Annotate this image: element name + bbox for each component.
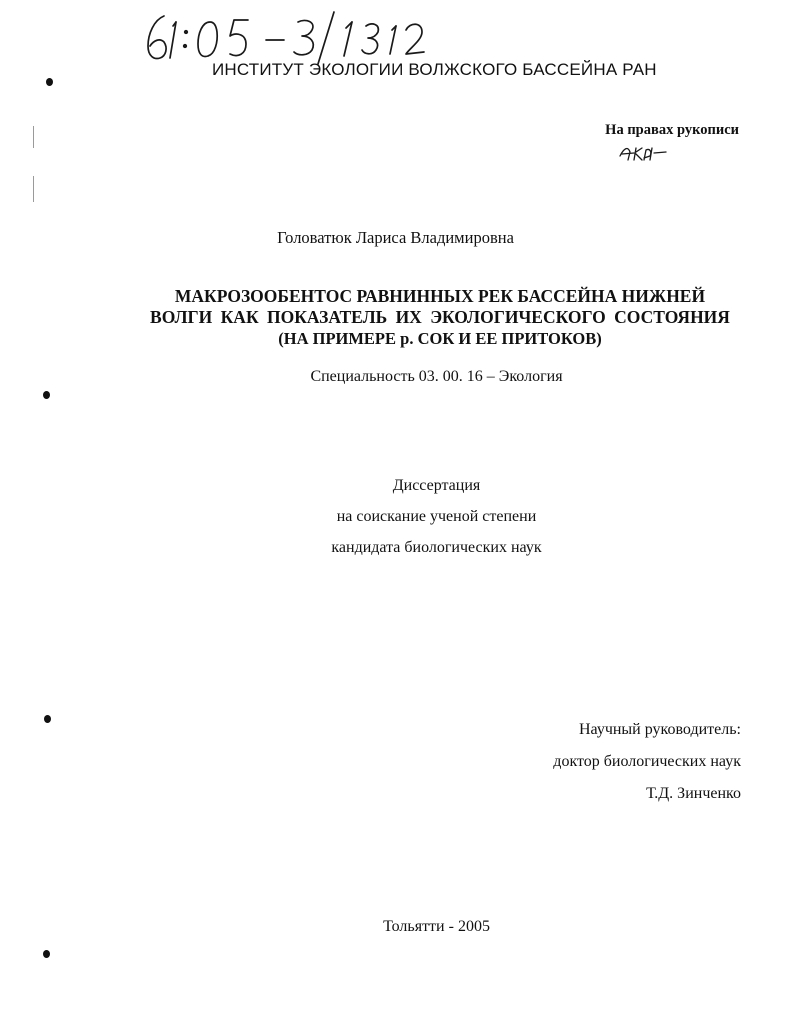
- title-line-3: (НА ПРИМЕРЕ р. СОК И ЕЕ ПРИТОКОВ): [278, 329, 602, 348]
- binding-hole-mark: [43, 950, 50, 958]
- institute-name: ИНСТИТУТ ЭКОЛОГИИ ВОЛЖСКОГО БАССЕЙНА РАН: [212, 60, 657, 79]
- degree-line-3: кандидата биологических наук: [331, 539, 542, 556]
- city-year: Тольятти - 2005: [383, 918, 490, 935]
- binding-hole-mark: [44, 715, 51, 723]
- binding-hole-mark: [46, 78, 53, 86]
- dissertation-title: [140, 286, 740, 349]
- handwritten-catalog-number: [140, 8, 480, 66]
- title-line-1: МАКРОЗООБЕНТОС РАВНИННЫХ РЕК БАССЕЙНА НИЖНЕЙ: [174, 286, 706, 306]
- author-name: Головатюк Лариса Владимировна: [277, 228, 514, 247]
- binding-hole-mark: [43, 391, 50, 399]
- advisor-degree: доктор биологических наук: [553, 753, 741, 770]
- degree-line-2: на соискание ученой степени: [336, 508, 537, 525]
- handwritten-initials: [618, 142, 668, 164]
- advisor-block: [553, 714, 741, 810]
- title-line-2: ВОЛГИ КАК ПОКАЗАТЕЛЬ ИХ ЭКОЛОГИЧЕСКОГО СОСТОЯНИЯ: [150, 307, 730, 327]
- scan-margin-line: [33, 176, 34, 202]
- advisor-role: Научный руководитель:: [578, 721, 741, 738]
- rights-note: На правах рукописи: [605, 122, 739, 138]
- degree-line-1: Диссертация: [392, 477, 481, 494]
- advisor-name: Т.Д. Зинченко: [646, 785, 741, 802]
- scan-margin-line: [33, 126, 34, 148]
- degree-block: [0, 470, 791, 563]
- specialty-line: Специальность 03. 00. 16 – Экология: [310, 368, 563, 385]
